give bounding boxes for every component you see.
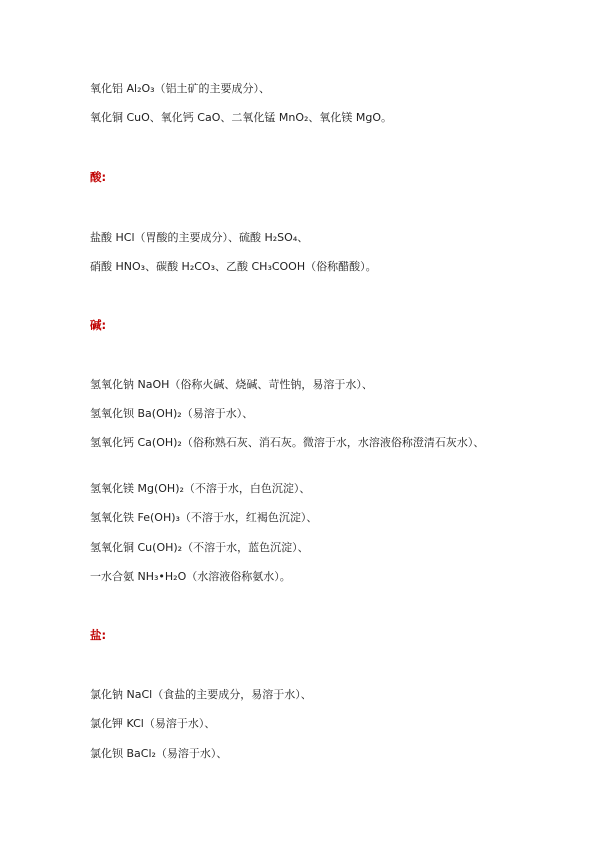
text-line-bacl2: 氯化钡 BaCl₂（易溶于水）、: [90, 747, 228, 760]
text-line-hno3-h2co3: 硝酸 HNO₃、碳酸 H₂CO₃、乙酸 CH₃COOH（俗称醋酸）。: [90, 260, 377, 273]
text-line-alumina: 氧化铝 Al₂O₃（铝土矿的主要成分）、: [90, 82, 271, 95]
section-heading-acid: 酸:: [90, 170, 107, 184]
text-line-metal-oxides: 氧化铜 CuO、氧化钙 CaO、二氧化锰 MnO₂、氧化镁 MgO。: [90, 111, 393, 124]
text-line-kcl: 氯化钾 KCl（易溶于水）、: [90, 717, 216, 730]
text-line-nh3h2o: 一水合氨 NH₃•H₂O（水溶液俗称氨水）。: [90, 570, 291, 583]
text-line-caoh2: 氢氧化钙 Ca(OH)₂（俗称熟石灰、消石灰。微溶于水，水溶液俗称澄清石灰水）、: [90, 436, 485, 449]
section-heading-salt: 盐:: [90, 628, 107, 642]
text-line-cuoh2: 氢氧化铜 Cu(OH)₂（不溶于水，蓝色沉淀）、: [90, 541, 309, 554]
text-line-nacl: 氯化钠 NaCl（食盐的主要成分，易溶于水）、: [90, 688, 312, 701]
text-line-feoh3: 氢氧化铁 Fe(OH)₃（不溶于水，红褐色沉淀）、: [90, 511, 318, 524]
text-line-mgoh2: 氢氧化镁 Mg(OH)₂（不溶于水，白色沉淀）、: [90, 482, 311, 495]
section-heading-base: 碱:: [90, 318, 107, 332]
text-line-hcl-h2so4: 盐酸 HCl（胃酸的主要成分）、硫酸 H₂SO₄、: [90, 231, 309, 244]
text-line-naoh: 氢氧化钠 NaOH（俗称火碱、烧碱、苛性钠，易溶于水）、: [90, 378, 373, 391]
text-line-baoh2: 氢氧化钡 Ba(OH)₂（易溶于水）、: [90, 407, 254, 420]
